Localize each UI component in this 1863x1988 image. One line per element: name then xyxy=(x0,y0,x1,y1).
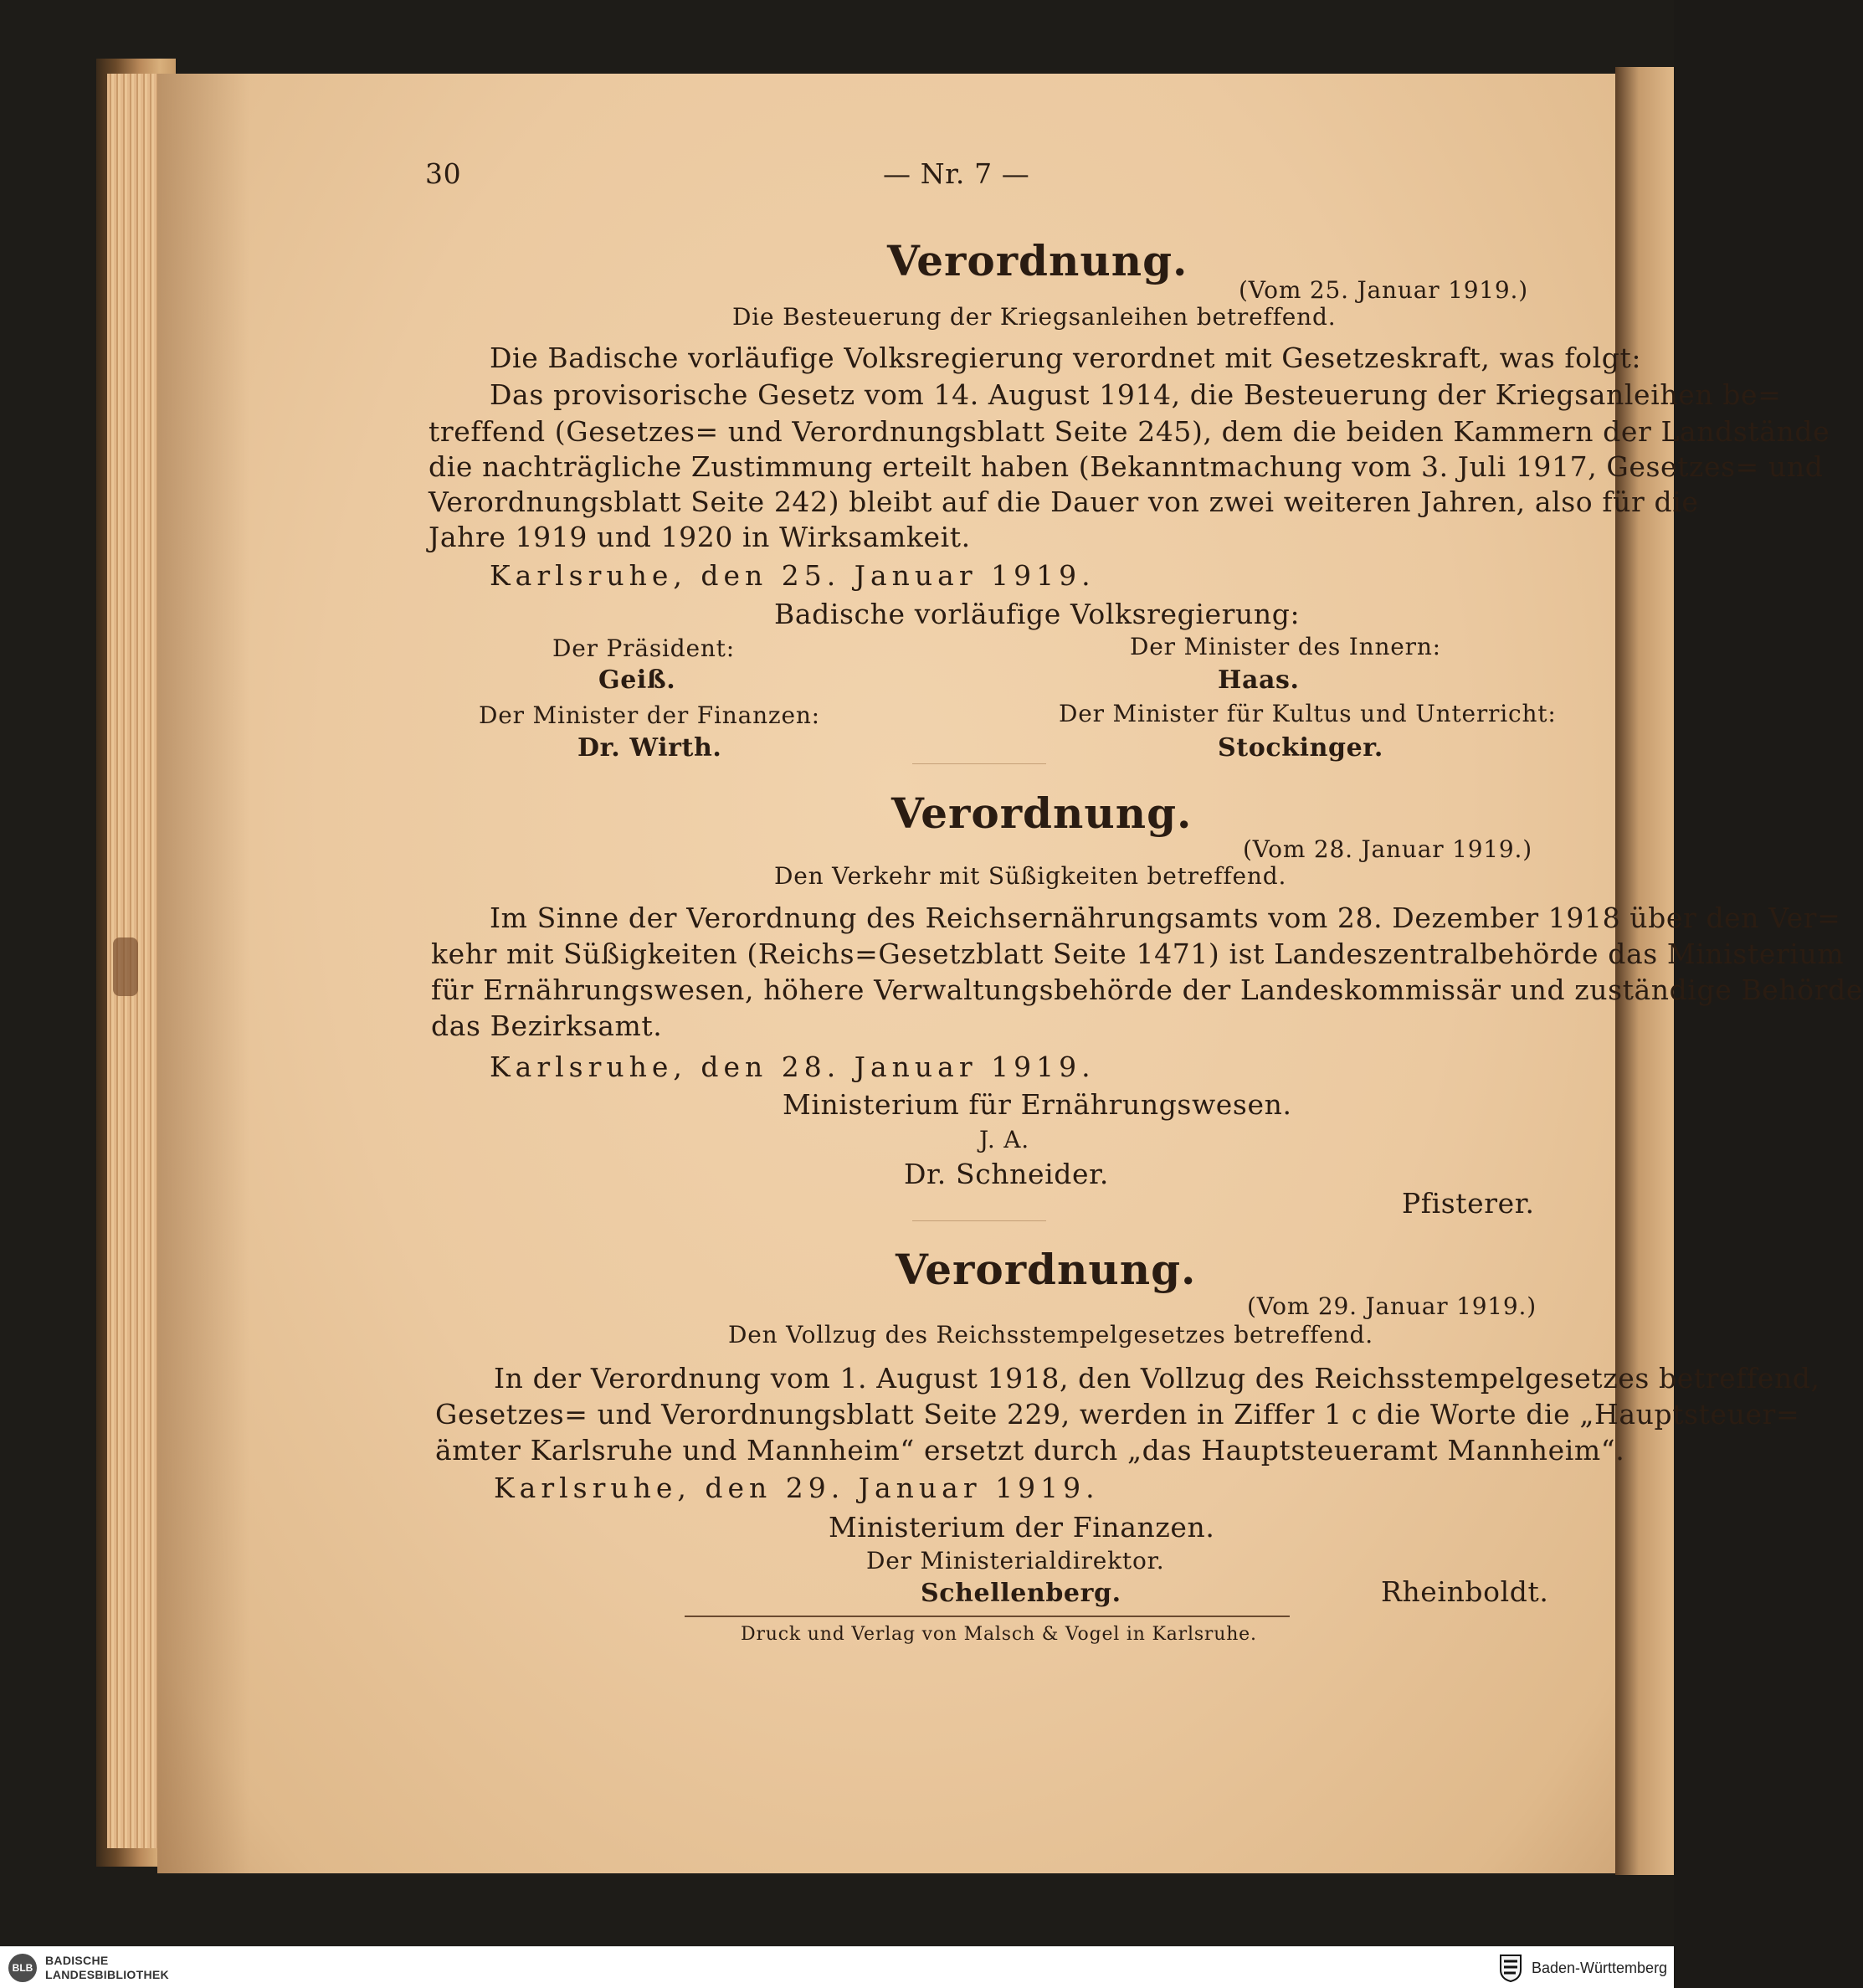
section-1-subject: Die Besteuerung der Kriegsanleihen betreffend. xyxy=(732,303,1337,331)
imprint-rule xyxy=(685,1616,1290,1617)
adjacent-page-edge xyxy=(1615,67,1674,1875)
signature-role: Der Minister der Finanzen: xyxy=(479,701,820,729)
section-1-place-date: Karlsruhe, den 25. Januar 1919. xyxy=(490,559,1096,592)
section-2-countersigner: Pfisterer. xyxy=(1402,1187,1535,1220)
viewer-footer xyxy=(0,1946,1674,1988)
section-divider xyxy=(912,763,1046,764)
signature-name: Geiß. xyxy=(598,665,676,695)
section-1-line: die nachträgliche Zustimmung erteilt haben (Bekanntmachung vom 3. Juli 1917, Gesetzes= und xyxy=(429,450,1824,483)
section-2-line: kehr mit Süßigkeiten (Reichs=Gesetzblatt Seite 1471) ist Landeszentralbehörde das Ministerium xyxy=(431,937,1845,970)
signature-role: Der Minister für Kultus und Unterricht: xyxy=(1059,700,1557,727)
section-1-line: Jahre 1919 und 1920 in Wirksamkeit. xyxy=(429,521,971,553)
section-1-line: Verordnungsblatt Seite 242) bleibt auf die Dauer von zwei weiteren Jahren, also für die xyxy=(429,485,1699,518)
section-divider xyxy=(912,1220,1046,1221)
section-1-authority: Badische vorläufige Volksregierung: xyxy=(774,598,1301,630)
section-3-line: ämter Karlsruhe und Mannheim“ ersetzt durch „das Hauptsteueramt Mannheim“. xyxy=(435,1434,1625,1467)
library-name-line2: LANDESBIBLIOTHEK xyxy=(45,1968,169,1981)
blb-logo-icon[interactable]: BLB xyxy=(8,1954,37,1982)
coat-of-arms-icon xyxy=(1498,1953,1523,1983)
section-2-line: für Ernährungswesen, höhere Verwaltungsbehörde der Landeskommissär und zuständige Behörde xyxy=(431,973,1863,1006)
state-name[interactable]: Baden-Württemberg xyxy=(1532,1960,1668,1976)
section-2-subject: Den Verkehr mit Süßigkeiten betreffend. xyxy=(774,862,1287,890)
section-1-line: treffend (Gesetzes= und Verordnungsblatt Seite 245), dem die beiden Kammern der Landstände xyxy=(429,415,1830,448)
signature-name: Haas. xyxy=(1218,665,1300,695)
section-2-line: das Bezirksamt. xyxy=(431,1009,663,1042)
section-3-heading: Verordnung. xyxy=(896,1245,1197,1294)
section-3-subject: Den Vollzug des Reichsstempelgesetzes betreffend. xyxy=(728,1321,1373,1348)
section-2-signer: Dr. Schneider. xyxy=(904,1158,1109,1190)
issue-number: — Nr. 7 — xyxy=(883,157,1030,190)
section-3-line: In der Verordnung vom 1. August 1918, den Vollzug des Reichsstempelgesetzes betreffend, xyxy=(494,1362,1820,1395)
section-2-date: (Vom 28. Januar 1919.) xyxy=(1243,835,1532,863)
signature-name: Dr. Wirth. xyxy=(577,733,722,763)
library-name-line1: BADISCHE xyxy=(45,1954,109,1967)
section-3-countersigner: Rheinboldt. xyxy=(1381,1575,1549,1608)
section-2-authority: Ministerium für Ernährungswesen. xyxy=(783,1088,1292,1121)
section-3-signer: Schellenberg. xyxy=(921,1579,1121,1608)
section-1-heading: Verordnung. xyxy=(887,236,1188,285)
signature-role: Der Minister des Innern: xyxy=(1130,633,1441,660)
binding-damage xyxy=(113,937,138,996)
section-2-heading: Verordnung. xyxy=(891,789,1193,838)
section-2-proxy: J. A. xyxy=(979,1126,1029,1153)
section-1-line: Die Badische vorläufige Volksregierung verordnet mit Gesetzeskraft, was folgt: xyxy=(490,342,1642,374)
section-3-date: (Vom 29. Januar 1919.) xyxy=(1247,1292,1537,1320)
section-1-date: (Vom 25. Januar 1919.) xyxy=(1239,276,1528,304)
section-1-line: Das provisorische Gesetz vom 14. August 1914, die Besteuerung der Kriegsanleihen be= xyxy=(490,378,1782,411)
section-3-authority: Ministerium der Finanzen. xyxy=(829,1511,1215,1544)
page-gutter-shadow xyxy=(157,74,249,1873)
section-3-line: Gesetzes= und Verordnungsblatt Seite 229, werden in Ziffer 1 c die Worte die „Hauptsteuer= xyxy=(435,1398,1800,1431)
imprint: Druck und Verlag von Malsch & Vogel in Karlsruhe. xyxy=(741,1624,1257,1645)
page-number: 30 xyxy=(425,157,462,190)
signature-name: Stockinger. xyxy=(1218,733,1383,763)
section-3-place-date: Karlsruhe, den 29. Januar 1919. xyxy=(494,1472,1100,1504)
library-name[interactable] xyxy=(45,1954,169,1982)
section-2-line: Im Sinne der Verordnung des Reichsernährungsamts vom 28. Dezember 1918 über den Ver= xyxy=(490,902,1841,934)
section-3-office: Der Ministerialdirektor. xyxy=(866,1547,1165,1574)
signature-role: Der Präsident: xyxy=(552,634,735,662)
section-2-place-date: Karlsruhe, den 28. Januar 1919. xyxy=(490,1051,1096,1083)
